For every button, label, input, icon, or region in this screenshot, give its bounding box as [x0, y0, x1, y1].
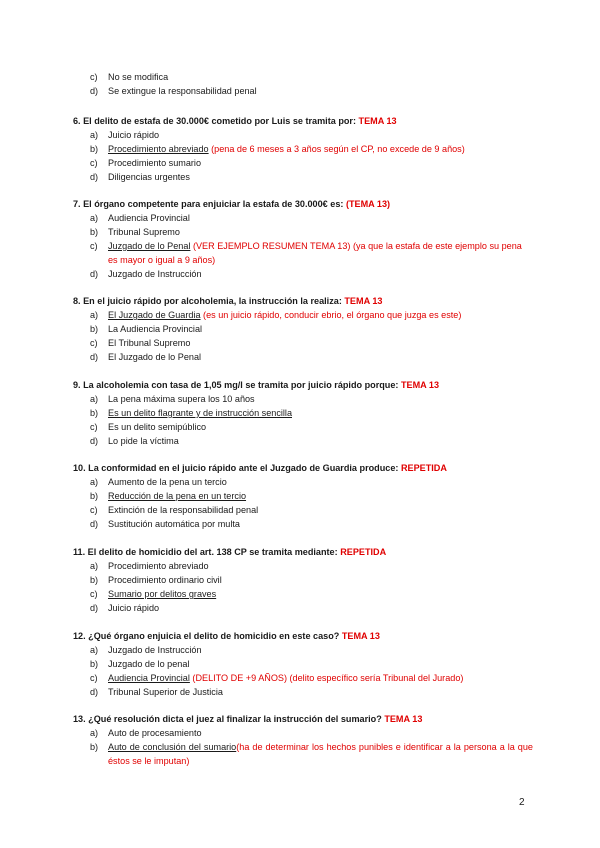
previous-question-tail: [90, 70, 550, 98]
answer-option: d) Se extingue la responsabilidad penal: [90, 86, 257, 96]
question-title: 11. El delito de homicidio del art. 138 CP se tramita mediante: REPETIDA: [73, 547, 387, 557]
question-6: [73, 114, 533, 184]
answer-option: b) Tribunal Supremo: [90, 227, 180, 237]
answer-option-correct: c) Audiencia Provincial (DELITO DE +9 AÑOS) (delito específico sería Tribunal del Jurado): [90, 673, 464, 683]
question-title: 9. La alcoholemia con tasa de 1,05 mg/l se tramita por juicio rápido porque: TEMA 13: [73, 380, 440, 390]
question-13: [73, 712, 533, 768]
answer-option: a) Juicio rápido: [90, 130, 160, 140]
question-title: 6. El delito de estafa de 30.000€ cometido por Luis se tramita por: TEMA 13: [73, 116, 397, 126]
answer-option: b) Juzgado de lo penal: [90, 659, 190, 669]
question-9: [73, 378, 533, 448]
answer-option: a) Auto de procesamiento: [90, 728, 202, 738]
answer-option-correct: b) Auto de conclusión del sumario(ha de determinar los hechos punibles e identificar a la persona a la que éstos se le imputan): [90, 742, 533, 766]
answer-option: a) La pena máxima supera los 10 años: [90, 394, 255, 404]
answer-option-correct: c) Sumario por delitos graves: [90, 589, 217, 599]
answer-option-correct: b) Es un delito flagrante y de instrucción sencilla: [90, 408, 292, 418]
question-10: [73, 461, 533, 531]
answer-option-correct: b) Reducción de la pena en un tercio: [90, 491, 247, 501]
question-title: 13. ¿Qué resolución dicta el juez al finalizar la instrucción del sumario? TEMA 13: [73, 714, 423, 724]
answer-option: a) Aumento de la pena un tercio: [90, 477, 227, 487]
question-title: 7. El órgano competente para enjuiciar la estafa de 30.000€ es: (TEMA 13): [73, 199, 391, 209]
answer-option: c) No se modifica: [90, 72, 169, 82]
question-title: 10. La conformidad en el juicio rápido ante el Juzgado de Guardia produce: REPETIDA: [73, 463, 447, 473]
answer-option: d) Diligencias urgentes: [90, 172, 190, 182]
answer-option: a) Juzgado de Instrucción: [90, 645, 202, 655]
answer-option: a) Audiencia Provincial: [90, 213, 190, 223]
question-11: [73, 545, 533, 615]
answer-option: c) El Tribunal Supremo: [90, 338, 191, 348]
question-12: [73, 629, 533, 699]
answer-option-correct: b) Procedimiento abreviado (pena de 6 meses a 3 años según el CP, no excede de 9 años): [90, 144, 465, 154]
question-title: 12. ¿Qué órgano enjuicia el delito de homicidio en este caso? TEMA 13: [73, 631, 380, 641]
answer-option: d) Juzgado de Instrucción: [90, 269, 202, 279]
answer-option: d) El Juzgado de lo Penal: [90, 352, 202, 362]
answer-option: c) Extinción de la responsabilidad penal: [90, 505, 259, 515]
answer-option: b) Procedimiento ordinario civil: [90, 575, 222, 585]
answer-option: d) Tribunal Superior de Justicia: [90, 687, 223, 697]
answer-option: a) Procedimiento abreviado: [90, 561, 209, 571]
answer-option: c) Es un delito semipúblico: [90, 422, 207, 432]
answer-option: d) Sustitución automática por multa: [90, 519, 240, 529]
question-title: 8. En el juicio rápido por alcoholemia, la instrucción la realiza: TEMA 13: [73, 296, 383, 306]
answer-option: d) Lo pide la víctima: [90, 436, 179, 446]
answer-option-correct: c) Juzgado de lo Penal (VER EJEMPLO RESUMEN TEMA 13) (ya que la estafa de este ejemplo su pena es mayor o igual a 9 años): [90, 241, 522, 265]
question-7: [73, 197, 533, 281]
answer-option: b) La Audiencia Provincial: [90, 324, 203, 334]
page-number: 2: [519, 797, 525, 808]
answer-option: c) Procedimiento sumario: [90, 158, 201, 168]
question-8: [73, 294, 533, 364]
answer-option-correct: a) El Juzgado de Guardia (es un juicio rápido, conducir ebrio, el órgano que juzga es este): [90, 310, 462, 320]
answer-option: d) Juicio rápido: [90, 603, 160, 613]
